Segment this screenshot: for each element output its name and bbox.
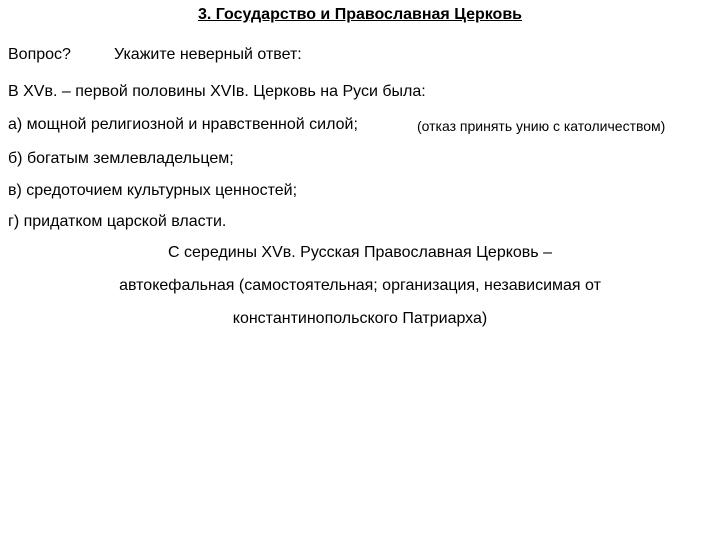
explanation-line-3: константинопольского Патриарха) [232,310,488,327]
answer-option-d: г) придатком царской власти. [8,213,227,230]
question-label: Вопрос? [8,46,71,63]
question-prompt: Укажите неверный ответ: [114,46,302,63]
question-stem: В XVв. – первой половины XVIв. Церковь на Руси была: [8,83,426,100]
explanation-line-1: С середины XVв. Русская Православная Церковь – [168,244,552,261]
explanation-line-2: автокефальная (самостоятельная; организация, независимая от [119,277,601,294]
slide-title: 3. Государство и Православная Церковь [197,6,522,23]
answer-option-a-note: (отказ принять унию с католичеством) [417,118,666,134]
answer-option-a: а) мощной религиозной и нравственной силой; [8,116,358,133]
answer-option-c: в) средоточием культурных ценностей; [8,182,298,199]
answer-option-b: б) богатым землевладельцем; [8,150,234,167]
